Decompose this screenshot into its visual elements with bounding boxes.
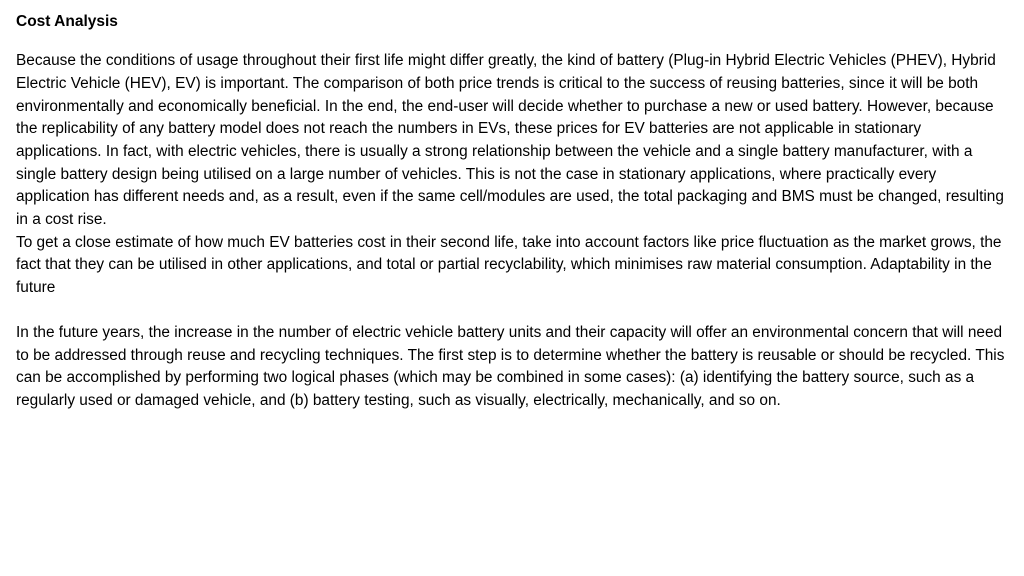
page-title: Cost Analysis bbox=[16, 13, 118, 30]
paragraph-2: To get a close estimate of how much EV batteries cost in their second life, take into account factors like price fluctuation as the market grows, the fact that they can be utilised in other applications, and total or partial recyclability, which minimises raw material consumption. Adaptability in the future bbox=[16, 233, 1002, 296]
body-text-block bbox=[16, 50, 1008, 412]
heading-body-spacer bbox=[16, 31, 1008, 50]
paragraph-3: In the future years, the increase in the number of electric vehicle battery units and their capacity will offer an environmental concern that will need to be addressed through reuse and recycling techniques. The first step is to determine whether the battery is reusable or should be recycled. This can be accomplished by performing two logical phases (which may be combined in some cases): (a) identifying the battery source, such as a regularly used or damaged vehicle, and (b) battery testing, such as visually, electrically, mechanically, and so on. bbox=[16, 324, 1005, 409]
paragraph-1: Because the conditions of usage throughout their first life might differ greatly, the kind of battery (Plug-in Hybrid Electric Vehicles (PHEV), Hybrid Electric Vehicle (HEV), EV) is important. The comparison of both price trends is critical to the success of reusing batteries, since it will be both environmentally and economically beneficial. In the end, the end-user will decide whether to purchase a new or used battery. However, because the replicability of any battery model does not reach the numbers in EVs, these prices for EV batteries are not applicable in stationary applications. In fact, with electric vehicles, there is usually a strong relationship between the vehicle and a single battery manufacturer, with a single battery design being utilised on a large number of vehicles. This is not the case in stationary applications, where practically every application has different needs and, as a result, even if the same cell/modules are used, the total packaging and BMS must be changed, resulting in a cost rise. bbox=[16, 52, 1004, 228]
paragraph-gap bbox=[16, 299, 1008, 322]
